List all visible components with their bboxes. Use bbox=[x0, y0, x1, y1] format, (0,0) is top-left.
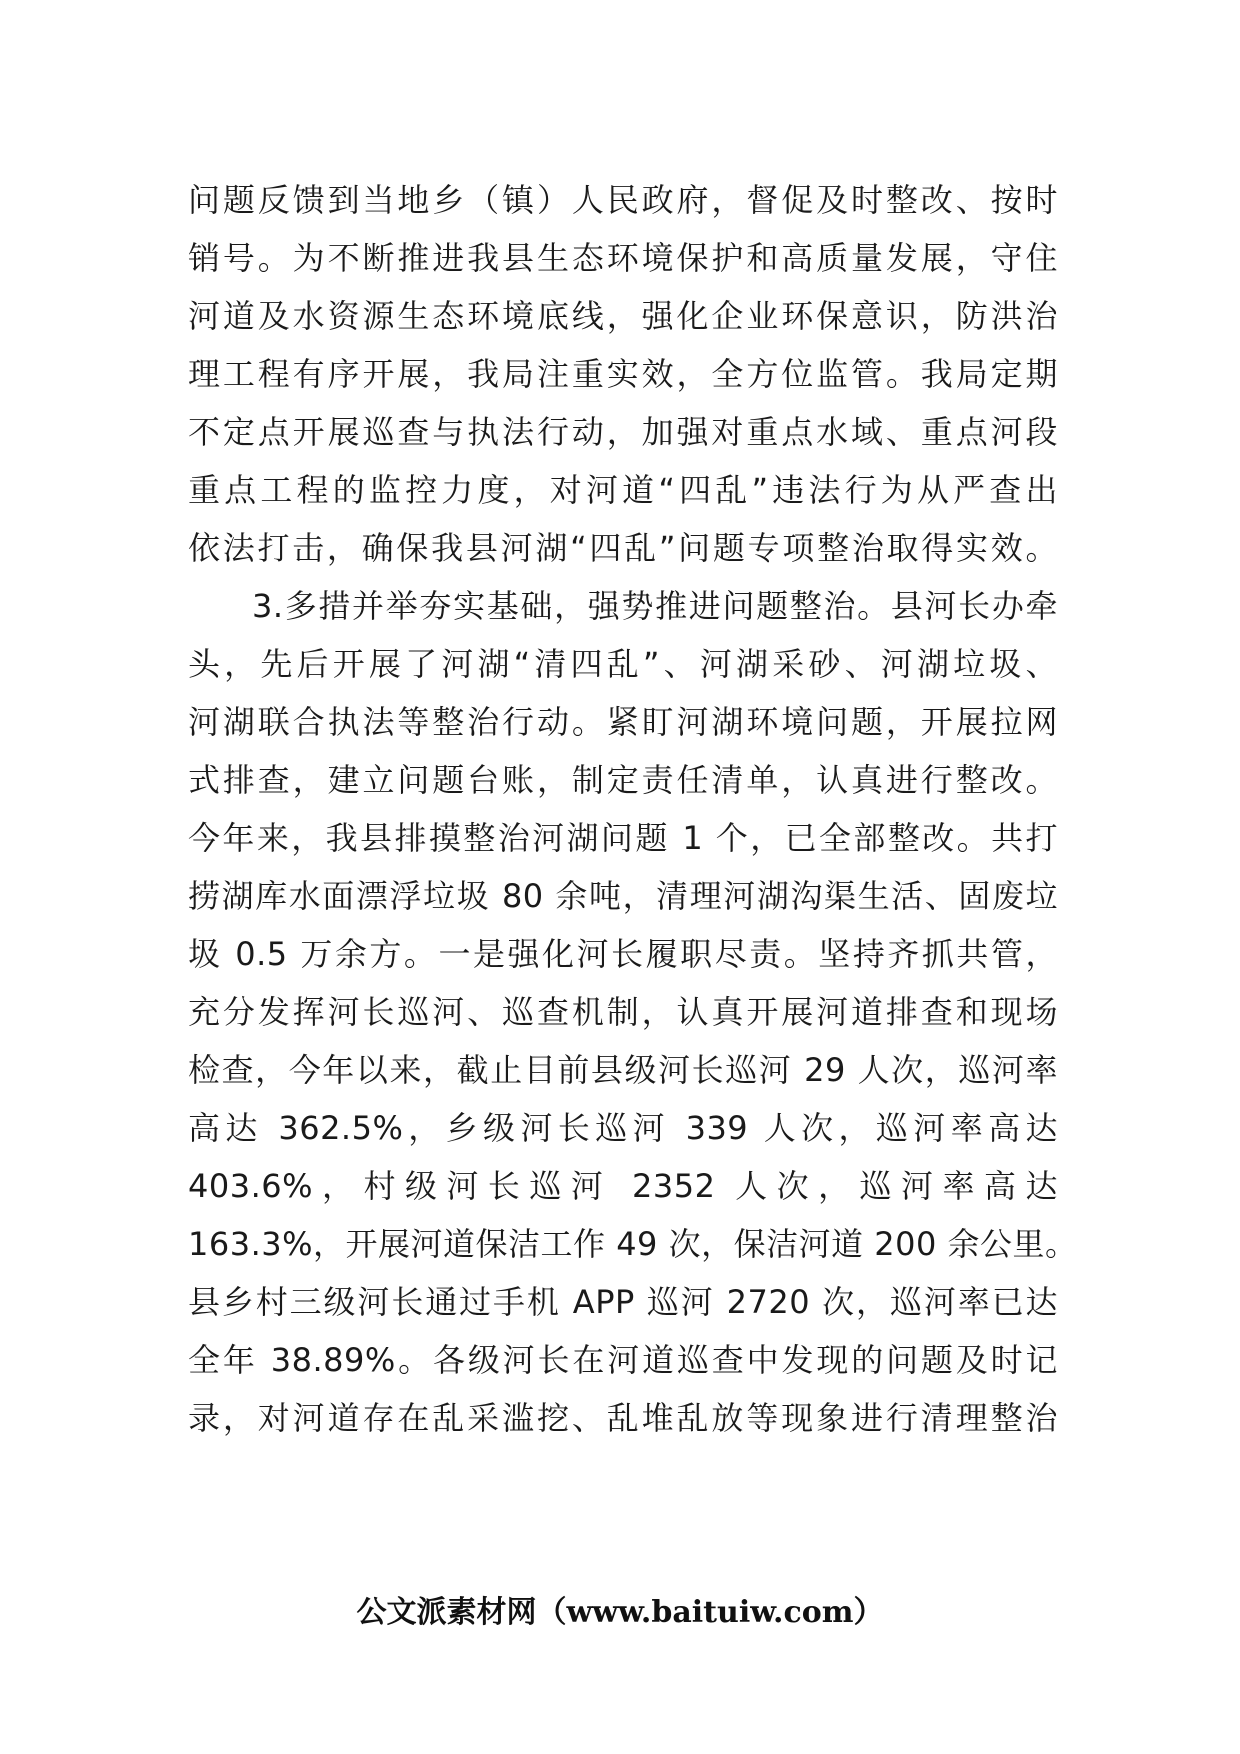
text-line: 河道及水资源生态环境底线，强化企业环保意识，防洪治 bbox=[188, 297, 1058, 335]
text-line: 今年来，我县排摸整治河湖问题 1 个，已全部整改。共打 bbox=[188, 819, 1058, 857]
text-line: 头，先后开展了河湖“清四乱”、河湖采砂、河湖垃圾、 bbox=[188, 645, 1058, 683]
text-line: 依法打击，确保我县河湖“四乱”问题专项整治取得实效。 bbox=[188, 529, 1058, 567]
text-line: 河湖联合执法等整治行动。紧盯河湖环境问题，开展拉网 bbox=[188, 703, 1058, 741]
footer-watermark: 公文派素材网（www.baituiw.com） bbox=[356, 1595, 884, 1630]
text-line: 问题反馈到当地乡（镇）人民政府，督促及时整改、按时 bbox=[188, 181, 1058, 219]
text-line: 不定点开展巡查与执法行动，加强对重点水域、重点河段 bbox=[188, 413, 1058, 451]
text-line: 销号。为不断推进我县生态环境保护和高质量发展，守住 bbox=[188, 239, 1058, 277]
text-line: 县乡村三级河长通过手机 APP 巡河 2720 次，巡河率已达 bbox=[188, 1283, 1058, 1321]
text-line: 充分发挥河长巡河、巡查机制，认真开展河道排查和现场 bbox=[188, 993, 1058, 1031]
text-line: 式排查，建立问题台账，制定责任清单，认真进行整改。 bbox=[188, 761, 1058, 799]
text-line: 捞湖库水面漂浮垃圾 80 余吨，清理河湖沟渠生活、固废垃 bbox=[188, 877, 1058, 915]
text-line: 检查，今年以来，截止目前县级河长巡河 29 人次，巡河率 bbox=[188, 1051, 1058, 1089]
text-line: 163.3%，开展河道保洁工作 49 次，保洁河道 200 余公里。 bbox=[188, 1225, 1078, 1263]
text-line: 高达 362.5%，乡级河长巡河 339 人次，巡河率高达 bbox=[188, 1109, 1058, 1147]
text-line: 理工程有序开展，我局注重实效，全方位监管。我局定期 bbox=[188, 355, 1058, 393]
text-line: 全年 38.89%。各级河长在河道巡查中发现的问题及时记 bbox=[188, 1341, 1058, 1379]
text-line: 圾 0.5 万余方。一是强化河长履职尽责。坚持齐抓共管， bbox=[188, 935, 1058, 973]
text-line: 重点工程的监控力度，对河道“四乱”违法行为从严查出 bbox=[188, 471, 1058, 509]
paragraph-heading-line: 3.多措并举夯实基础，强势推进问题整治。县河长办牵 bbox=[252, 587, 1058, 625]
text-line: 录，对河道存在乱采滥挖、乱堆乱放等现象进行清理整治 bbox=[188, 1399, 1058, 1437]
text-line: 403.6%，村级河长巡河 2352 人次，巡河率高达 bbox=[188, 1167, 1058, 1205]
